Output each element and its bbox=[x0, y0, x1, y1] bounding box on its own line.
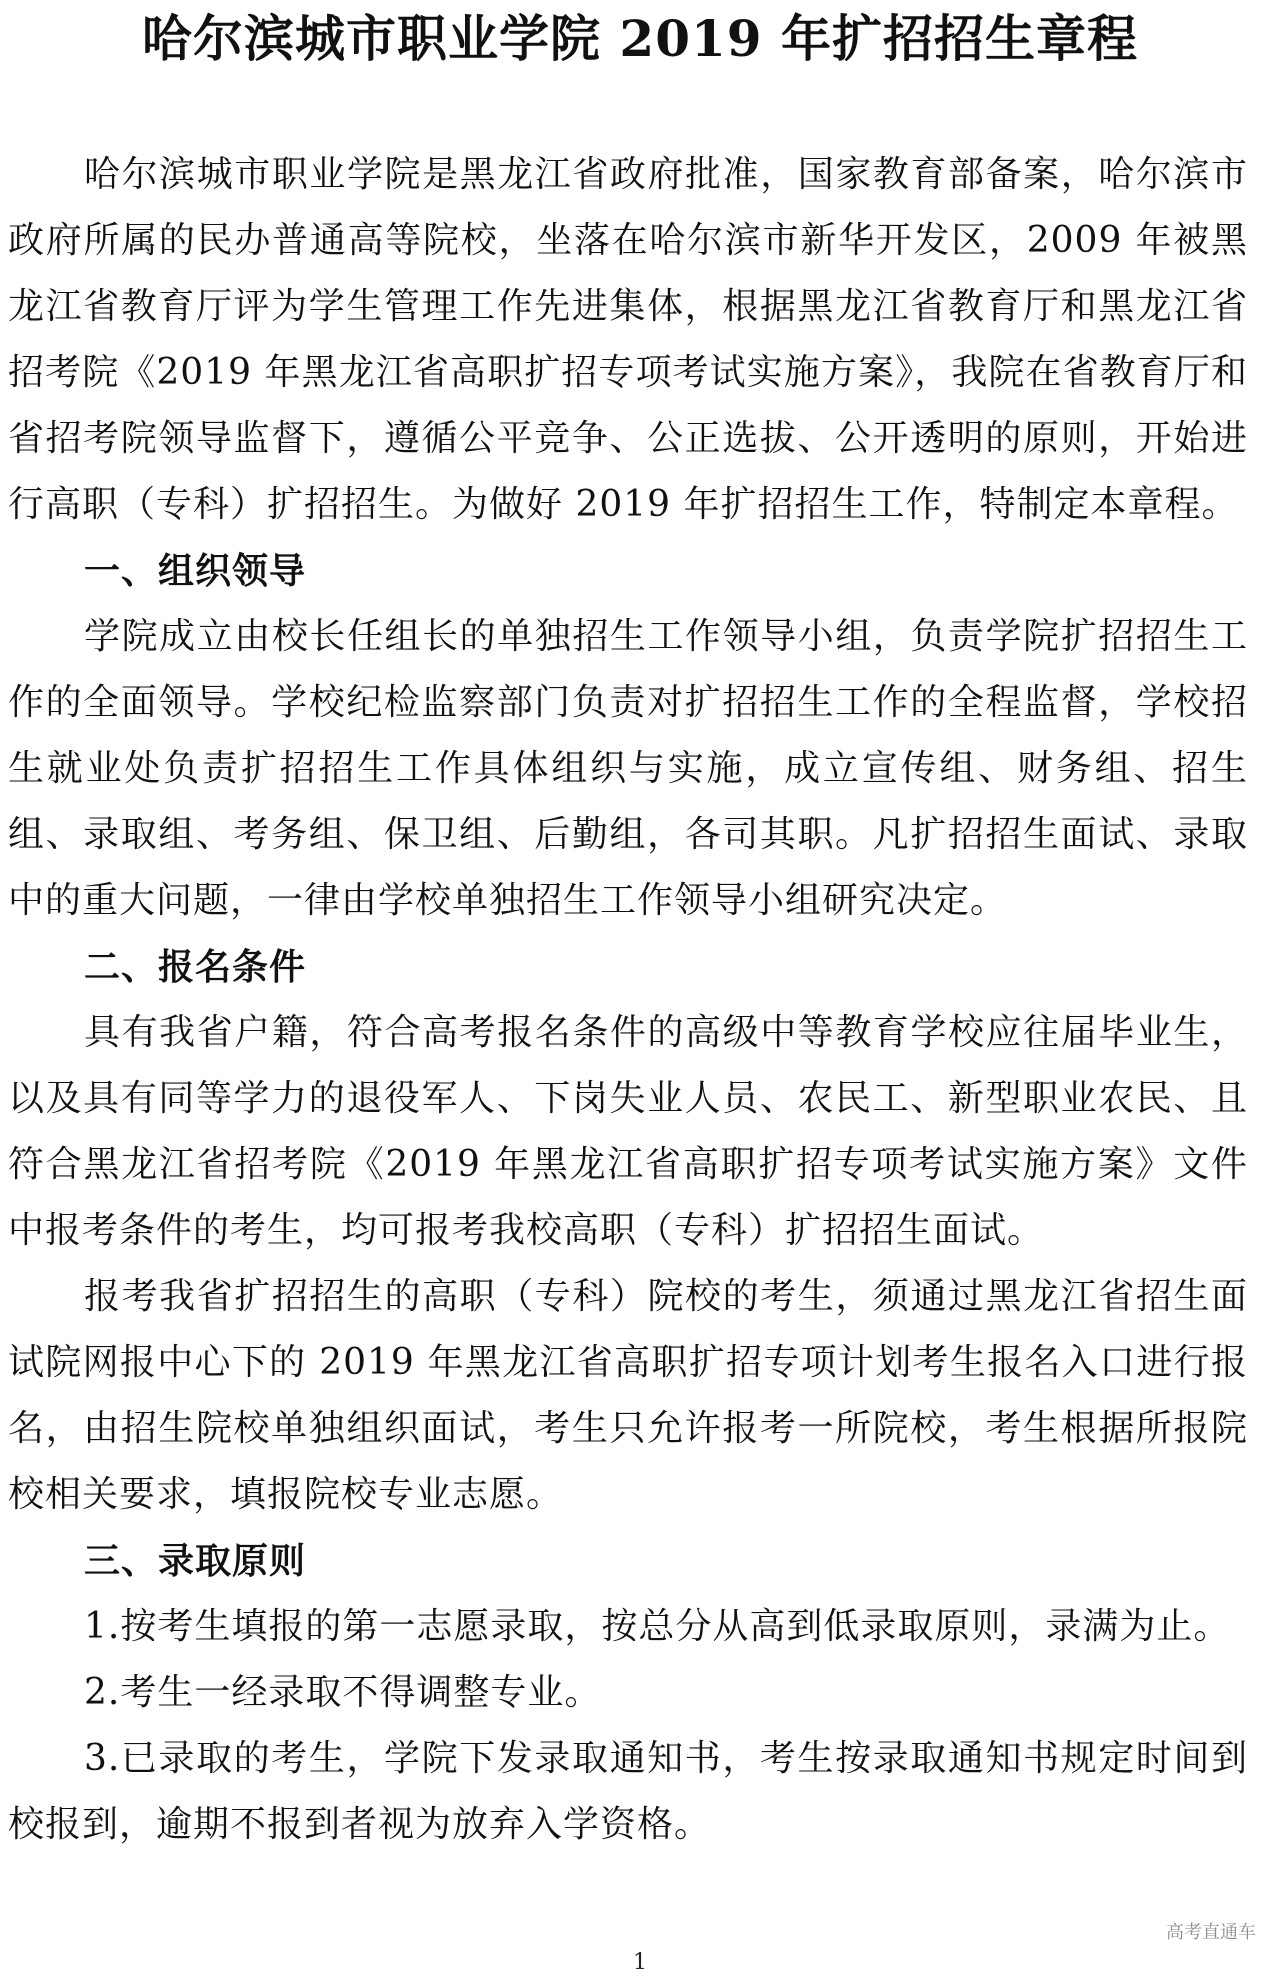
page-number: 1 bbox=[633, 1950, 647, 1975]
admission-rule-item: 2.考生一经录取不得调整专业。 bbox=[84, 1672, 602, 1713]
section-body-organization: 学院成立由校长任组长的单独招生工作领导小组，负责学院扩招招生工作的全面领导。学校纪检监察部门负责对扩招招生工作的全程监督，学校招生就业处负责扩招招生工作具体组织与实施，成立宣传组、财务组、招生组、录取组、考务组、保卫组、后勤组，各司其职。凡扩招招生面试、录取中的重大问题，一律由学校单独招生工作领导小组研究决定。 bbox=[8, 616, 1248, 921]
intro-paragraph: 哈尔滨城市职业学院是黑龙江省政府批准，国家教育部备案，哈尔滨市政府所属的民办普通高等院校，坐落在哈尔滨市新华开发区，2009 年被黑龙江省教育厅评为学生管理工作先进集体，根据黑龙江省教育厅和黑龙江省招考院《2019 年黑龙江省高职扩招专项考试实施方案》，我院在省教育厅和省招考院领导监督下，遵循公平竞争、公正选拔、公开透明的原则，开始进行高职（专科）扩招招生。为做好 2019 年扩招招生工作，特制定本章程。 bbox=[8, 154, 1248, 525]
section-heading-organization: 一、组织领导 bbox=[84, 550, 307, 592]
admission-rule-item: 3.已录取的考生，学院下发录取通知书，考生按录取通知书规定时间到校报到，逾期不报到者视为放弃入学资格。 bbox=[8, 1738, 1248, 1845]
admission-rule-item: 1.按考生填报的第一志愿录取，按总分从高到低录取原则，录满为止。 bbox=[84, 1606, 1231, 1647]
watermark-text: 高考直通车 bbox=[1166, 1922, 1256, 1943]
section-body-eligibility-2: 报考我省扩招招生的高职（专科）院校的考生，须通过黑龙江省招生面试院网报中心下的 2019 年黑龙江省高职扩招专项计划考生报名入口进行报名，由招生院校单独组织面试，考生只允许报考一所院校，考生根据所报院校相关要求，填报院校专业志愿。 bbox=[8, 1276, 1248, 1515]
section-heading-eligibility: 二、报名条件 bbox=[84, 946, 307, 988]
section-body-eligibility-1: 具有我省户籍，符合高考报名条件的高级中等教育学校应往届毕业生，以及具有同等学力的退役军人、下岗失业人员、农民工、新型职业农民、且符合黑龙江省招考院《2019 年黑龙江省高职扩招专项考试实施方案》文件中报考条件的考生，均可报考我校高职（专科）扩招招生面试。 bbox=[8, 1012, 1248, 1251]
document-title: 哈尔滨城市职业学院 2019 年扩招招生章程 bbox=[142, 9, 1138, 68]
section-heading-admission: 三、录取原则 bbox=[84, 1540, 307, 1582]
document-body bbox=[8, 142, 1248, 1858]
